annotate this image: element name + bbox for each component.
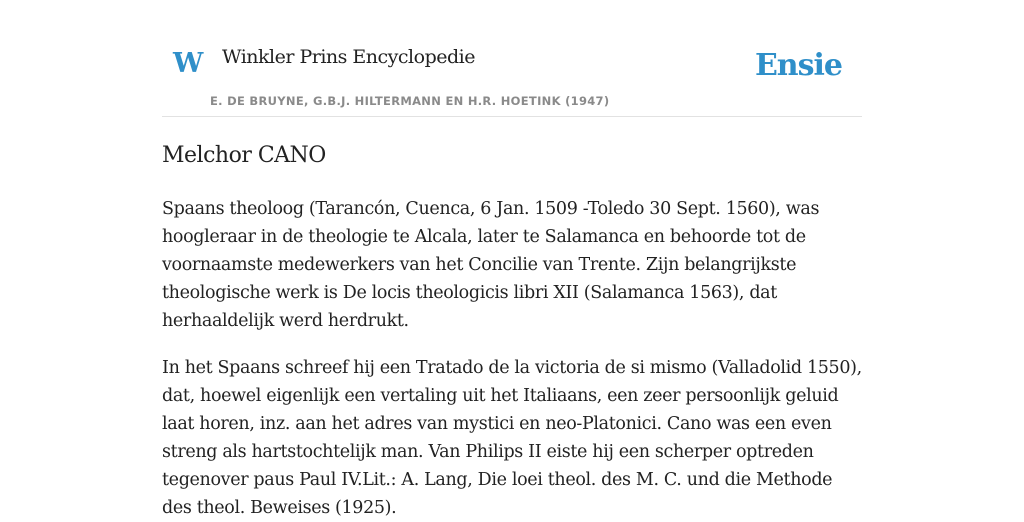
page: [162, 0, 862, 522]
ensie-logo-link[interactable]: Ensie: [754, 48, 842, 83]
site-title[interactable]: Winkler Prins Encyclopedie: [222, 46, 475, 68]
site-subtitle: E. DE BRUYNE, G.B.J. HILTERMANN EN H.R. HOETINK (1947): [210, 94, 610, 108]
article-title: Melchor CANO: [162, 143, 326, 168]
site-header: [162, 0, 862, 117]
article-paragraph: Spaans theoloog (Tarancón, Cuenca, 6 Jan. 1509 -Toledo 30 Sept. 1560), was hoogleraar in de theologie te Alcala, later te Salamanca en behoorde tot de voornaamste medewerkers van het Concilie van Trente. Zijn belangrijkste theologische werk is De locis theologicis libri XII (Salamanca 1563), dat herhaaldelijk werd herdrukt.: [162, 199, 820, 332]
winkler-prins-logo[interactable]: W: [173, 48, 204, 79]
article-paragraph: In het Spaans schreef hij een Tratado de la victoria de si mismo (Valladolid 1550), dat, hoewel eigenlijk een vertaling uit het Italiaans, een zeer persoonlijk geluid laat horen, inz. aan het adres van mystici en neo-Platonici. Cano was een even streng als hartstochtelijk man. Van Philips II eiste hij een scherper optreden tegenover paus Paul IV.Lit.: A. Lang, Die loei theol. des M. C. und die Methode des theol. Beweises (1925).: [162, 358, 862, 519]
